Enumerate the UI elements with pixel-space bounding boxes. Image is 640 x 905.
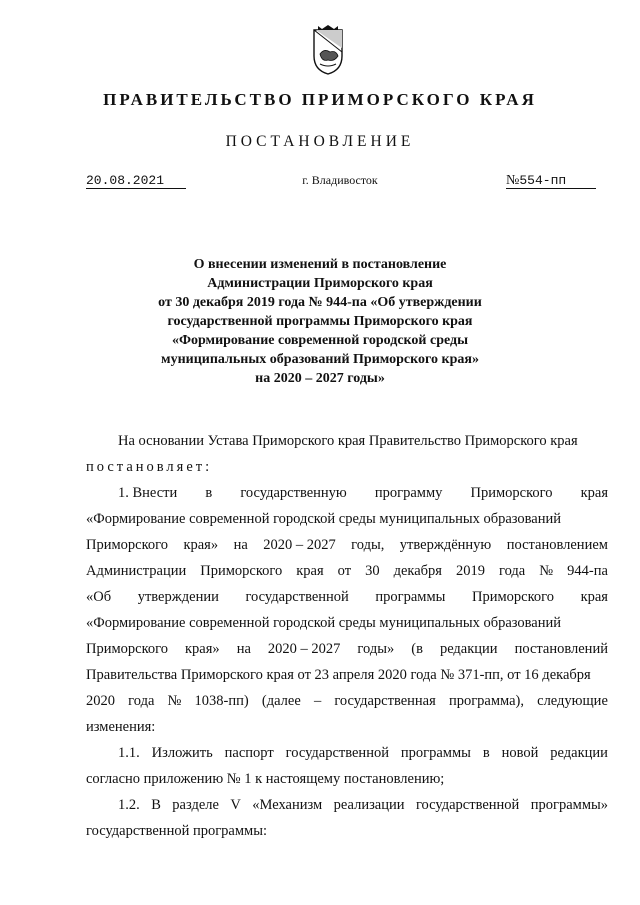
word: V [230,797,241,813]
word: – [313,693,322,709]
word: государственную [240,485,347,501]
body-line: «Формирование современной городской среды муниципальных образований [86,511,562,527]
word: программы» [530,797,608,813]
word: в [482,745,490,761]
word: декабря [393,563,442,579]
word: «Механизм [252,797,323,813]
word: Приморского [470,485,553,501]
decree-date: 20.08.2021 [86,173,165,188]
word: годы» [357,641,395,657]
decree-number: 554-пп [519,173,567,188]
number-field [506,171,596,189]
body-line: государственной программы: [86,823,267,839]
title-line: муниципальных образований Приморского края» [161,352,479,367]
body-line-justified [86,480,608,506]
word: на [236,641,251,657]
word: 2020 – 2027 [263,537,336,553]
word: 30 [365,563,380,579]
word: 944-па [567,563,608,579]
word: Приморского [86,641,168,657]
word: программу [374,485,443,501]
word: утверждении [137,589,219,605]
body-line-justified [86,792,608,818]
word: В [151,797,161,813]
decree-body [86,428,608,844]
body-line-justified [86,584,608,610]
word: края» [185,641,220,657]
word: государственной [285,745,389,761]
title-line: «Формирование современной городской среды [171,333,469,348]
word: 1.1. [118,745,140,761]
word: № [167,693,182,709]
body-line: На основании Устава Приморского края Правительство Приморского края [118,433,578,449]
word: 2019 [456,563,485,579]
title-line: Администрации Приморского края [207,276,433,291]
word: (в [411,641,423,657]
government-name: ПРАВИТЕЛЬСТВО ПРИМОРСКОГО КРАЯ [103,90,537,109]
coat-of-arms-icon [308,24,348,76]
title-line: от 30 декабря 2019 года № 944-па «Об утверждении [158,295,482,310]
word: 1038-пп) [194,693,249,709]
body-line: «Формирование современной городской среды муниципальных образований [86,615,562,631]
word: годы, [351,537,385,553]
word: следующие [537,693,608,709]
word: Приморского [471,589,554,605]
word: программы [400,745,471,761]
body-line-justified [86,532,608,558]
word: 2020 [86,693,115,709]
word: паспорт [224,745,274,761]
title-line: на 2020 – 2027 годы» [255,371,385,386]
word: разделе [172,797,219,813]
word: края» [183,537,219,553]
word: Администрации [86,563,187,579]
word: Изложить [151,745,213,761]
document-type: ПОСТАНОВЛЕНИЕ [225,133,415,150]
word: края [580,485,608,501]
word: года [499,563,526,579]
word: программа), [448,693,524,709]
body-line: согласно приложению № 1 к настоящему постановлению; [86,771,445,787]
word: от [337,563,352,579]
word: в [205,485,213,501]
body-line-justified [86,636,608,662]
word: редакции [439,641,498,657]
word: 2020 – 2027 [267,641,341,657]
word: 1.2. [118,797,140,813]
title-line: О внесении изменений в постановление [193,257,447,272]
word: государственной [415,797,520,813]
word: № [539,563,554,579]
word: программы [375,589,446,605]
word: «Об [86,589,112,605]
body-line-justified [86,740,608,766]
word: Приморского [86,537,168,553]
word: утверждённую [399,537,492,553]
word: Приморского [200,563,283,579]
word: края [296,563,324,579]
city-label: г. Владивосток [302,173,378,187]
body-line: изменения: [86,719,156,735]
word: постановлений [514,641,608,657]
word: года [128,693,155,709]
word: государственная [334,693,436,709]
body-line: Правительства Приморского края от 23 апреля 2020 года № 371-пп, от 16 декабря [86,667,591,683]
word: 1. Внести [118,485,178,501]
word: постановлением [506,537,608,553]
word: государственной [245,589,349,605]
word: на [233,537,248,553]
word: края [580,589,608,605]
body-line-justified [86,688,608,714]
body-line: постановляет: [86,459,213,475]
word: (далее [261,693,301,709]
word: реализации [333,797,405,813]
number-sign: № [506,173,520,188]
body-line-justified [86,558,608,584]
word: новой [501,745,539,761]
title-line: государственной программы Приморского края [167,314,473,329]
word: редакции [550,745,608,761]
decree-title [60,255,580,388]
